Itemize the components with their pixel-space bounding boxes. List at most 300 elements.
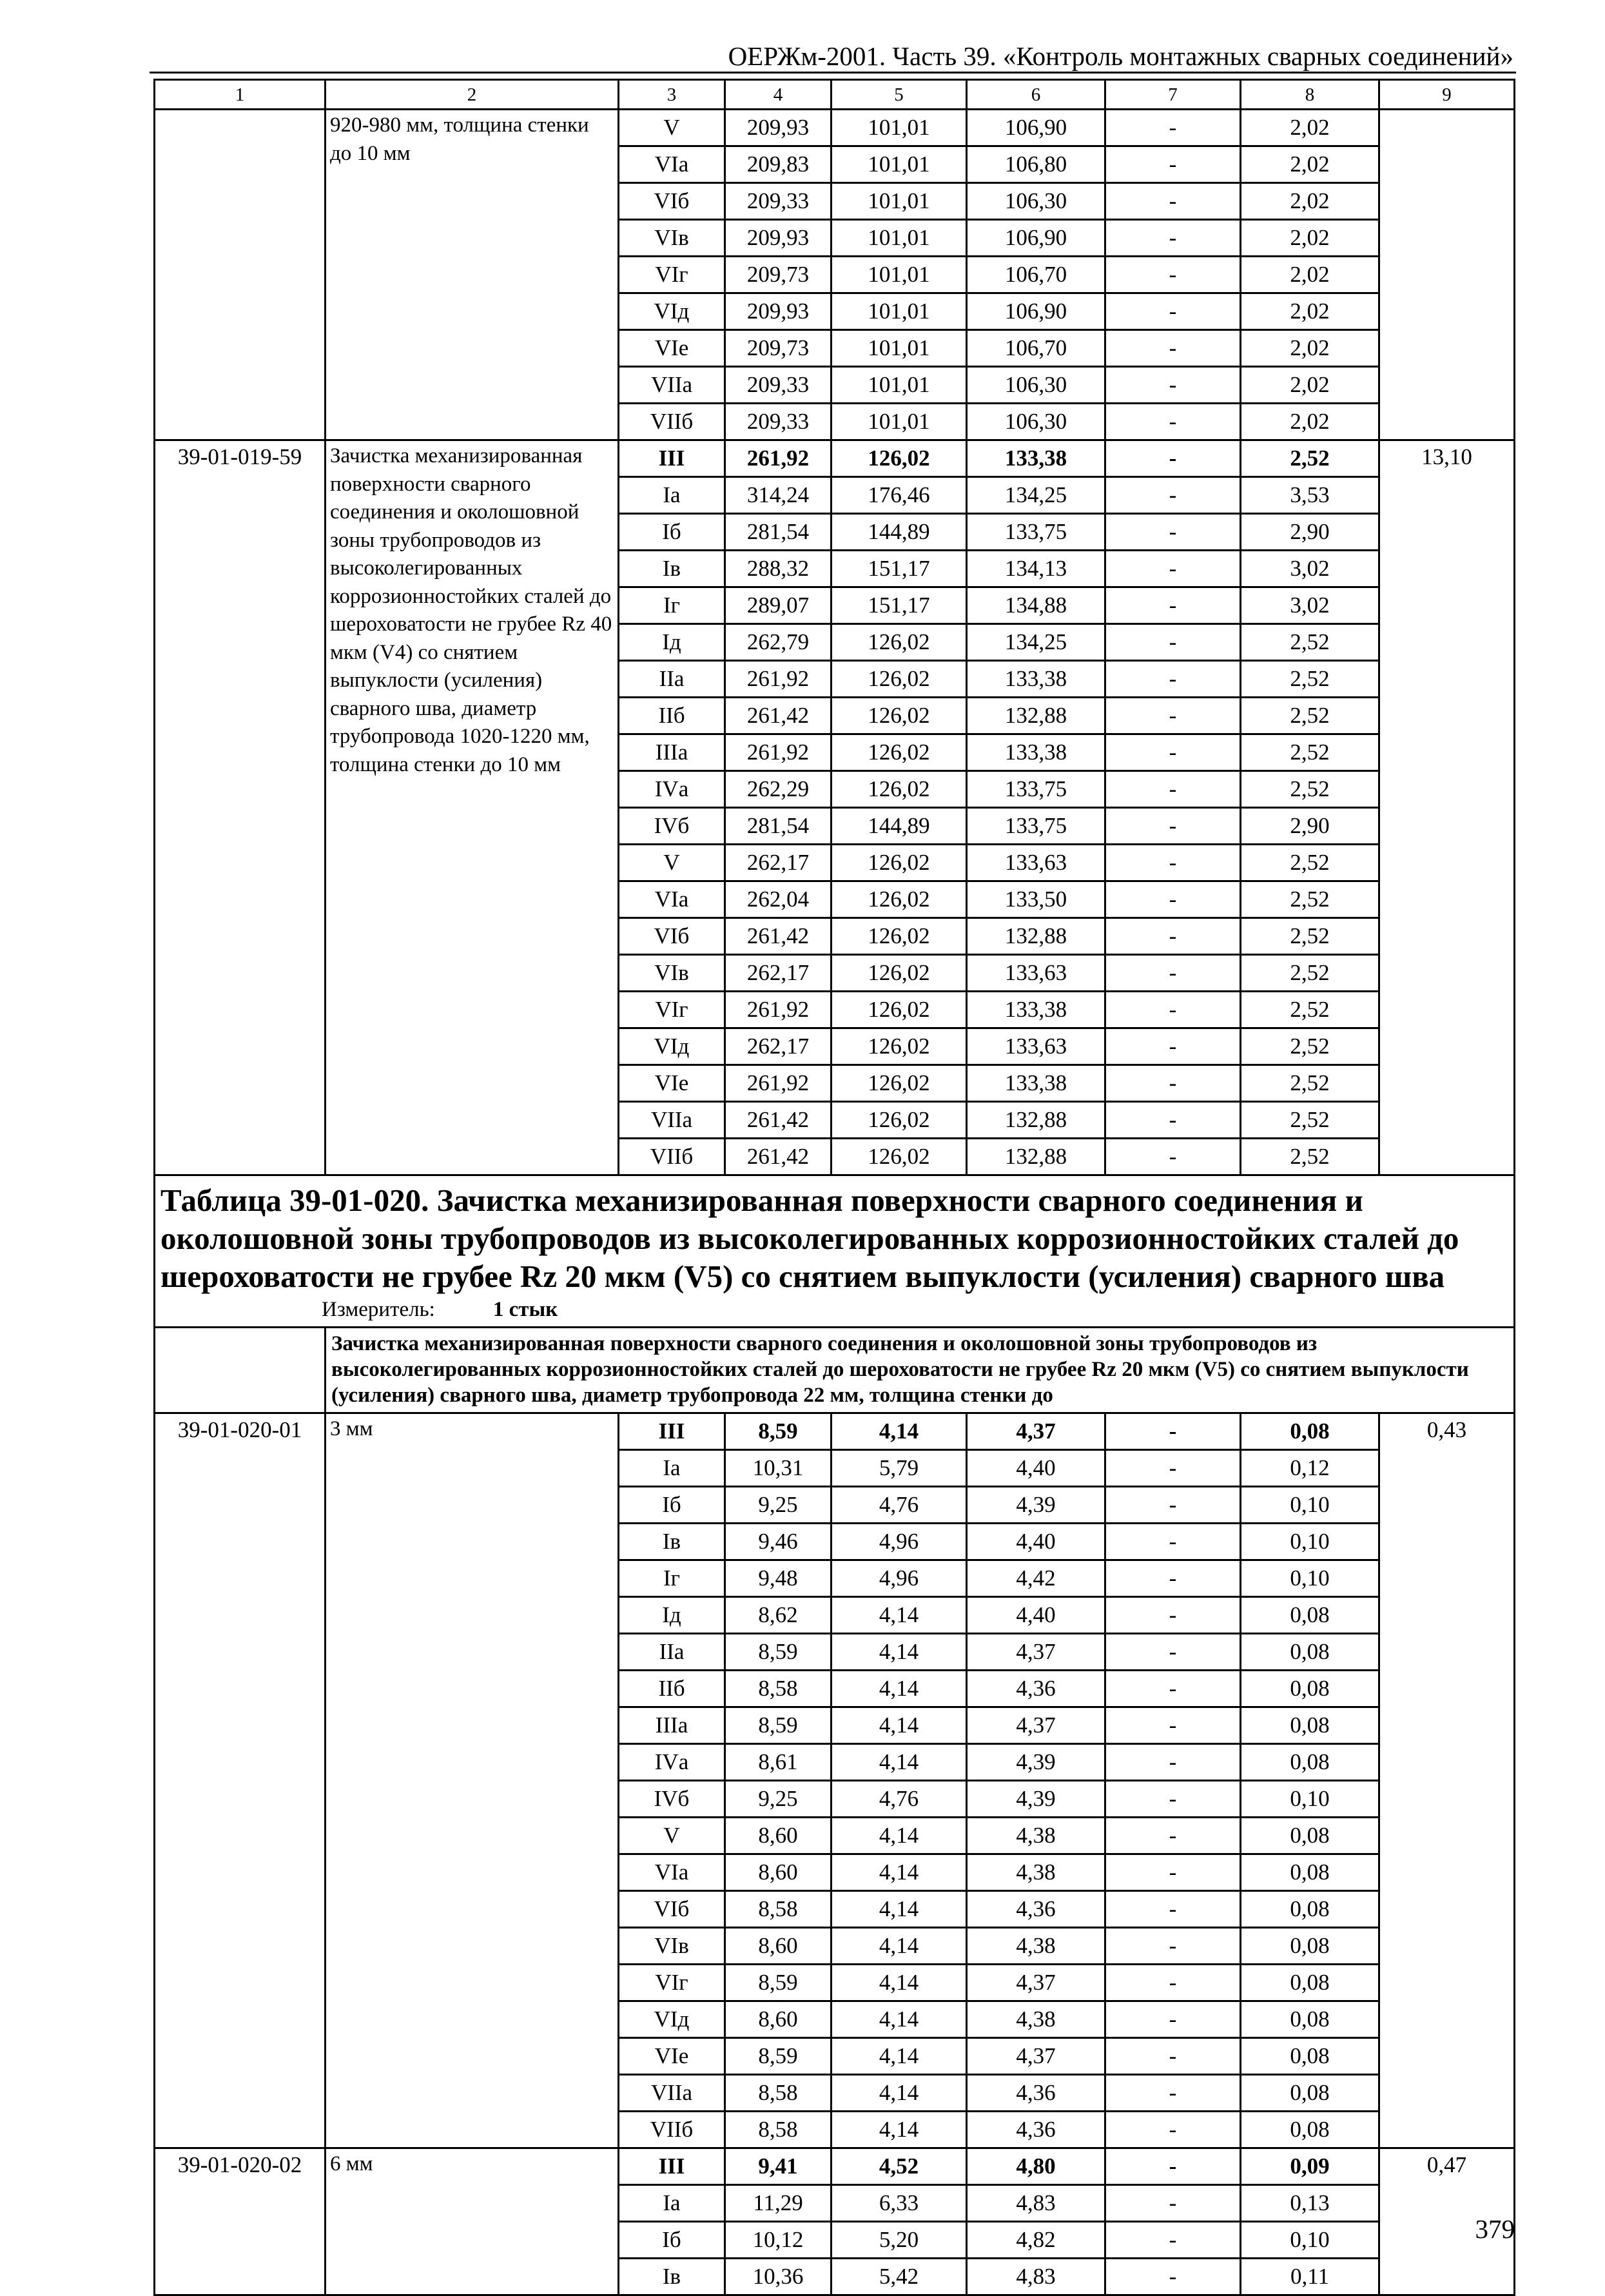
value-col5: 4,14 [832,1671,967,1707]
value-col7: - [1105,1707,1241,1744]
zone-cell: VIб [619,1891,725,1928]
value-col5: 4,14 [832,1891,967,1928]
table-row [155,110,1515,146]
table-body-bottom [155,1413,1515,2295]
table-title-cell [155,1175,1515,1328]
value-col6: 133,63 [967,955,1105,992]
table-title: Таблица 39-01-020. Зачистка механизированная поверхности сварного соединения и околошовной зоны трубопроводов из высоколегированных коррозионностойких сталей до шероховатости не грубее Rz 20 мкм (V5) со снятием выпуклости (усиления) сварного шва [160,1182,1459,1294]
value-col5: 4,76 [832,1487,967,1524]
value-col8: 0,08 [1241,1634,1379,1671]
value-col7: - [1105,1487,1241,1524]
value-col5: 144,89 [832,514,967,551]
value-col4: 261,42 [725,918,832,955]
zone-cell: VIе [619,2038,725,2075]
value-col5: 4,14 [832,1965,967,2001]
value-col5: 126,02 [832,661,967,698]
value-col5: 126,02 [832,955,967,992]
zone-cell: VIа [619,146,725,183]
value-col6: 4,36 [967,2112,1105,2148]
value-col5: 126,02 [832,1028,967,1065]
value-col8: 0,09 [1241,2148,1379,2185]
value-col8: 3,02 [1241,587,1379,624]
value-col7: - [1105,404,1241,440]
value-col6: 4,37 [967,2038,1105,2075]
value-col6: 4,39 [967,1487,1105,1524]
zone-cell: VIIб [619,404,725,440]
value-col8: 2,02 [1241,183,1379,220]
value-col5: 4,14 [832,1634,967,1671]
value-col6: 4,40 [967,1450,1105,1487]
value-col4: 10,31 [725,1450,832,1487]
value-col4: 261,42 [725,698,832,734]
value-col5: 151,17 [832,551,967,587]
value-col4: 8,59 [725,1707,832,1744]
zone-cell: IIб [619,1671,725,1707]
value-col8: 0,10 [1241,1560,1379,1597]
zone-cell: VIIб [619,1139,725,1175]
value-col7: - [1105,771,1241,808]
value-col8: 2,90 [1241,514,1379,551]
value-col8: 2,52 [1241,1139,1379,1175]
page-number: 379 [1475,2214,1515,2244]
column-number: 6 [967,80,1105,110]
value-col6: 133,38 [967,734,1105,771]
value-col7: - [1105,2075,1241,2112]
value-col4: 8,58 [725,2075,832,2112]
value-col5: 126,02 [832,771,967,808]
value-col7: - [1105,551,1241,587]
value-col8: 0,08 [1241,2001,1379,2038]
value-col8: 2,02 [1241,110,1379,146]
value-col4: 289,07 [725,587,832,624]
norm-total: 13,10 [1379,440,1515,1175]
value-col8: 2,02 [1241,330,1379,367]
value-col4: 8,60 [725,1928,832,1965]
value-col4: 281,54 [725,514,832,551]
value-col4: 288,32 [725,551,832,587]
value-col5: 5,42 [832,2259,967,2295]
header-rule [150,72,1516,74]
value-col6: 4,40 [967,1524,1105,1560]
value-col6: 134,25 [967,477,1105,514]
value-col4: 8,60 [725,1854,832,1891]
value-col7: - [1105,220,1241,257]
value-col8: 2,52 [1241,845,1379,881]
value-col4: 10,12 [725,2222,832,2259]
value-col7: - [1105,1781,1241,1818]
value-col5: 176,46 [832,477,967,514]
value-col4: 262,17 [725,955,832,992]
value-col5: 126,02 [832,1102,967,1139]
value-col8: 2,52 [1241,1065,1379,1102]
value-col5: 126,02 [832,845,967,881]
value-col4: 8,59 [725,1965,832,2001]
value-col7: - [1105,992,1241,1028]
value-col7: - [1105,698,1241,734]
value-col6: 133,75 [967,514,1105,551]
value-col5: 126,02 [832,881,967,918]
value-col8: 0,08 [1241,2075,1379,2112]
zone-cell: V [619,845,725,881]
value-col6: 4,38 [967,1928,1105,1965]
value-col4: 209,93 [725,293,832,330]
value-col8: 2,52 [1241,955,1379,992]
value-col4: 8,62 [725,1597,832,1634]
value-col6: 4,39 [967,1744,1105,1781]
zone-cell: III [619,1413,725,1450]
value-col8: 0,08 [1241,2112,1379,2148]
norm-code: 39-01-019-59 [155,440,326,1175]
value-col4: 8,59 [725,1634,832,1671]
value-col7: - [1105,293,1241,330]
value-col8: 0,08 [1241,1854,1379,1891]
value-col4: 10,36 [725,2259,832,2295]
value-col5: 4,14 [832,2001,967,2038]
value-col6: 4,80 [967,2148,1105,2185]
value-col5: 151,17 [832,587,967,624]
value-col7: - [1105,440,1241,477]
zone-cell: IIб [619,698,725,734]
value-col7: - [1105,1028,1241,1065]
value-col8: 2,02 [1241,146,1379,183]
measure-label: Измеритель: [322,1298,435,1321]
value-col4: 8,60 [725,2001,832,2038]
value-col6: 132,88 [967,698,1105,734]
value-col6: 134,25 [967,624,1105,661]
value-col8: 0,08 [1241,1671,1379,1707]
value-col4: 261,92 [725,440,832,477]
norm-code: 39-01-020-01 [155,1413,326,2148]
value-col5: 126,02 [832,698,967,734]
value-col7: - [1105,1671,1241,1707]
zone-cell: III [619,2148,725,2185]
value-col8: 2,02 [1241,404,1379,440]
value-col4: 281,54 [725,808,832,845]
table-row [155,440,1515,477]
value-col7: - [1105,1744,1241,1781]
value-col8: 0,08 [1241,1928,1379,1965]
value-col6: 106,90 [967,293,1105,330]
value-col7: - [1105,257,1241,293]
zone-cell: Iд [619,624,725,661]
value-col7: - [1105,624,1241,661]
zone-cell: VIе [619,1065,725,1102]
zone-cell: V [619,110,725,146]
value-col5: 4,14 [832,2038,967,2075]
zone-cell: VIб [619,183,725,220]
value-col4: 9,46 [725,1524,832,1560]
value-col8: 2,52 [1241,734,1379,771]
value-col5: 101,01 [832,220,967,257]
value-col6: 4,83 [967,2259,1105,2295]
value-col6: 133,38 [967,440,1105,477]
value-col5: 101,01 [832,257,967,293]
value-col8: 0,08 [1241,1818,1379,1854]
value-col8: 0,10 [1241,1781,1379,1818]
value-col4: 261,42 [725,1102,832,1139]
zone-cell: Iв [619,1524,725,1560]
value-col5: 126,02 [832,734,967,771]
value-col6: 133,38 [967,992,1105,1028]
value-col7: - [1105,1928,1241,1965]
value-col6: 134,13 [967,551,1105,587]
value-col4: 261,92 [725,1065,832,1102]
zone-cell: V [619,1818,725,1854]
column-number: 4 [725,80,832,110]
value-col7: - [1105,2148,1241,2185]
zone-cell: VIв [619,220,725,257]
value-col8: 0,13 [1241,2185,1379,2222]
value-col4: 262,04 [725,881,832,918]
measure-unit: 1 стык [492,1298,558,1321]
column-number: 8 [1241,80,1379,110]
value-col4: 262,29 [725,771,832,808]
value-col8: 2,52 [1241,1028,1379,1065]
value-col7: - [1105,1065,1241,1102]
value-col8: 2,52 [1241,661,1379,698]
value-col7: - [1105,1597,1241,1634]
value-col7: - [1105,514,1241,551]
value-col6: 4,38 [967,1854,1105,1891]
value-col6: 4,40 [967,1597,1105,1634]
zone-cell: III [619,440,725,477]
value-col6: 4,36 [967,1671,1105,1707]
value-col6: 4,36 [967,1891,1105,1928]
value-col6: 4,37 [967,1707,1105,1744]
value-col5: 101,01 [832,330,967,367]
zone-cell: VIб [619,918,725,955]
value-col6: 4,36 [967,2075,1105,2112]
norm-code [155,110,326,440]
value-col5: 4,76 [832,1781,967,1818]
column-number: 3 [619,80,725,110]
table-row [155,2148,1515,2185]
zone-cell: Iа [619,1450,725,1487]
value-col6: 4,42 [967,1560,1105,1597]
value-col6: 4,37 [967,1965,1105,2001]
value-col8: 2,52 [1241,624,1379,661]
zone-cell: Iа [619,2185,725,2222]
value-col7: - [1105,734,1241,771]
norm-code: 39-01-020-02 [155,2148,326,2295]
value-col4: 209,73 [725,330,832,367]
value-col5: 126,02 [832,624,967,661]
value-col8: 2,02 [1241,293,1379,330]
zone-cell: VIIб [619,2112,725,2148]
zone-cell: VIа [619,1854,725,1891]
value-col7: - [1105,2185,1241,2222]
value-col6: 133,75 [967,808,1105,845]
zone-cell: VIд [619,293,725,330]
value-col7: - [1105,1818,1241,1854]
norm-total [1379,110,1515,440]
value-col4: 8,58 [725,1891,832,1928]
norm-name: 3 мм [326,1413,619,2148]
value-col5: 126,02 [832,440,967,477]
running-header: ОЕРЖм-2001. Часть 39. «Контроль монтажных сварных соединений» [728,41,1513,71]
value-col8: 2,52 [1241,918,1379,955]
value-col8: 2,52 [1241,1102,1379,1139]
value-col7: - [1105,661,1241,698]
table-description: Зачистка механизированная поверхности сварного соединения и околошовной зоны трубопроводов из высоколегированных коррозионностойких сталей до шероховатости не грубее Rz 20 мкм (V5) со снятием выпуклости (усиления) сварного шва, диаметр трубопровода 22 мм, толщина стенки до [331,1332,1469,1407]
value-col4: 262,17 [725,1028,832,1065]
value-col6: 106,90 [967,220,1105,257]
value-col5: 4,14 [832,2075,967,2112]
zone-cell: Iб [619,1487,725,1524]
value-col7: - [1105,1524,1241,1560]
zone-cell: Iб [619,2222,725,2259]
column-number: 1 [155,80,326,110]
value-col5: 4,14 [832,1413,967,1450]
value-col7: - [1105,146,1241,183]
value-col6: 133,75 [967,771,1105,808]
zone-cell: VIе [619,330,725,367]
zone-cell: VIд [619,1028,725,1065]
value-col8: 2,02 [1241,367,1379,404]
value-col4: 209,73 [725,257,832,293]
value-col8: 2,02 [1241,257,1379,293]
value-col5: 5,20 [832,2222,967,2259]
zone-cell: VIв [619,1928,725,1965]
zone-cell: Iа [619,477,725,514]
value-col7: - [1105,808,1241,845]
value-col7: - [1105,881,1241,918]
value-col6: 4,38 [967,1818,1105,1854]
value-col8: 2,52 [1241,881,1379,918]
value-col8: 0,08 [1241,1707,1379,1744]
value-col5: 126,02 [832,918,967,955]
norm-name: 6 мм [326,2148,619,2295]
zone-cell: VIд [619,2001,725,2038]
value-col4: 209,33 [725,183,832,220]
value-col4: 9,25 [725,1487,832,1524]
value-col8: 2,52 [1241,698,1379,734]
value-col7: - [1105,1139,1241,1175]
value-col8: 0,10 [1241,1487,1379,1524]
value-col7: - [1105,955,1241,992]
value-col7: - [1105,110,1241,146]
value-col6: 133,63 [967,1028,1105,1065]
value-col7: - [1105,587,1241,624]
zone-cell: IIа [619,1634,725,1671]
value-col5: 101,01 [832,404,967,440]
value-col5: 126,02 [832,992,967,1028]
value-col4: 8,59 [725,1413,832,1450]
value-col6: 133,63 [967,845,1105,881]
value-col4: 9,41 [725,2148,832,2185]
zone-cell: IVб [619,808,725,845]
value-col8: 0,08 [1241,1597,1379,1634]
norm-total: 0,43 [1379,1413,1515,2148]
value-col6: 106,30 [967,404,1105,440]
value-col5: 126,02 [832,1139,967,1175]
value-col5: 101,01 [832,146,967,183]
zone-cell: VIIа [619,367,725,404]
value-col8: 3,53 [1241,477,1379,514]
value-col7: - [1105,2038,1241,2075]
value-col4: 209,93 [725,110,832,146]
description-cell [326,1328,1515,1413]
value-col7: - [1105,1854,1241,1891]
zone-cell: IVб [619,1781,725,1818]
value-col6: 106,90 [967,110,1105,146]
value-col5: 4,14 [832,1597,967,1634]
description-blank-cell [155,1328,326,1413]
zone-cell: IIа [619,661,725,698]
table-section-header [155,1175,1515,1413]
value-col4: 8,59 [725,2038,832,2075]
value-col4: 9,48 [725,1560,832,1597]
value-col8: 2,52 [1241,771,1379,808]
zone-cell: VIIа [619,1102,725,1139]
value-col4: 8,61 [725,1744,832,1781]
value-col7: - [1105,477,1241,514]
value-col6: 106,70 [967,257,1105,293]
value-col8: 0,08 [1241,1744,1379,1781]
value-col7: - [1105,183,1241,220]
value-col8: 2,52 [1241,992,1379,1028]
value-col6: 106,70 [967,330,1105,367]
zone-cell: VIв [619,955,725,992]
value-col7: - [1105,1413,1241,1450]
value-col5: 144,89 [832,808,967,845]
value-col6: 4,38 [967,2001,1105,2038]
value-col4: 209,33 [725,404,832,440]
value-col4: 262,17 [725,845,832,881]
value-col6: 132,88 [967,1102,1105,1139]
value-col5: 5,79 [832,1450,967,1487]
value-col5: 4,14 [832,1854,967,1891]
zone-cell: IVа [619,1744,725,1781]
column-number: 7 [1105,80,1241,110]
value-col4: 209,83 [725,146,832,183]
value-col5: 4,14 [832,1928,967,1965]
value-col5: 101,01 [832,183,967,220]
value-col8: 0,11 [1241,2259,1379,2295]
value-col8: 0,08 [1241,1965,1379,2001]
value-col5: 126,02 [832,1065,967,1102]
value-col5: 4,96 [832,1524,967,1560]
zone-cell: IVа [619,771,725,808]
value-col6: 134,88 [967,587,1105,624]
value-col6: 106,30 [967,367,1105,404]
value-col4: 8,60 [725,1818,832,1854]
zone-cell: VIIа [619,2075,725,2112]
value-col5: 4,14 [832,1707,967,1744]
value-col4: 314,24 [725,477,832,514]
zone-cell: VIг [619,1965,725,2001]
zone-cell: Iг [619,1560,725,1597]
zone-cell: Iв [619,551,725,587]
value-col6: 132,88 [967,1139,1105,1175]
value-col6: 4,37 [967,1413,1105,1450]
value-col8: 3,02 [1241,551,1379,587]
value-col7: - [1105,918,1241,955]
value-col6: 132,88 [967,918,1105,955]
value-col6: 4,82 [967,2222,1105,2259]
value-col6: 4,39 [967,1781,1105,1818]
value-col5: 4,14 [832,2112,967,2148]
value-col4: 9,25 [725,1781,832,1818]
value-col8: 2,52 [1241,440,1379,477]
zone-cell: Iв [619,2259,725,2295]
value-col6: 4,83 [967,2185,1105,2222]
value-col8: 2,02 [1241,220,1379,257]
value-col6: 106,30 [967,183,1105,220]
value-col4: 8,58 [725,2112,832,2148]
zone-cell: Iд [619,1597,725,1634]
value-col7: - [1105,2222,1241,2259]
